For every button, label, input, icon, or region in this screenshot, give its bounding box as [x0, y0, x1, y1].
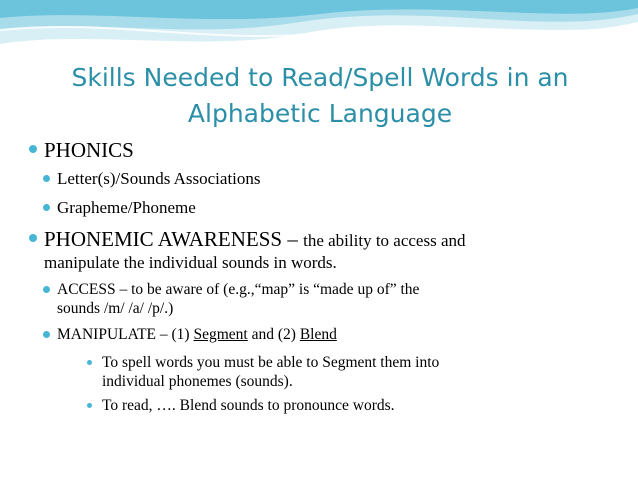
bullet-spell-line-2: individual phonemes (sounds).: [102, 373, 293, 390]
bullet-phonemic-awareness: [44, 227, 466, 253]
bullet-dot-icon: [43, 331, 50, 338]
manipulate-blend: Blend: [299, 326, 337, 343]
title-line-1: Skills Needed to Read/Spell Words in an: [71, 63, 569, 92]
bullet-grapheme-phoneme: Grapheme/Phoneme: [57, 198, 196, 217]
bullet-dot-icon: [87, 403, 92, 408]
bullet-dot-icon: [29, 234, 37, 242]
bullet-dot-icon: [43, 204, 50, 211]
bullet-access-line-2: sounds /m/ /a/ /p/.): [57, 300, 174, 317]
phonemic-awareness-heading: PHONEMIC AWARENESS –: [44, 227, 304, 251]
bullet-dot-icon: [43, 286, 50, 293]
phonemic-awareness-definition: the ability to access and: [303, 231, 466, 250]
manipulate-prefix: MANIPULATE – (1): [57, 326, 194, 343]
phonemic-awareness-line-2: manipulate the individual sounds in words.: [44, 253, 337, 272]
title-line-2: Alphabetic Language: [187, 99, 453, 128]
bullet-phonics: PHONICS: [44, 138, 134, 162]
bullet-letter-sounds: Letter(s)/Sounds Associations: [57, 169, 261, 188]
bullet-dot-icon: [87, 360, 92, 365]
manipulate-mid: and (2): [247, 326, 300, 343]
bullet-manipulate: [57, 325, 337, 344]
bullet-dot-icon: [43, 175, 50, 182]
bullet-access-line-1: ACCESS – to be aware of (e.g.,“map” is “made up of” the: [57, 281, 420, 298]
bullet-dot-icon: [29, 145, 37, 153]
bullet-spell-line-1: To spell words you must be able to Segment them into: [102, 354, 440, 371]
bullet-read: To read, …. Blend sounds to pronounce words.: [102, 397, 395, 414]
manipulate-segment: Segment: [193, 326, 248, 343]
slide-title: [40, 60, 600, 132]
